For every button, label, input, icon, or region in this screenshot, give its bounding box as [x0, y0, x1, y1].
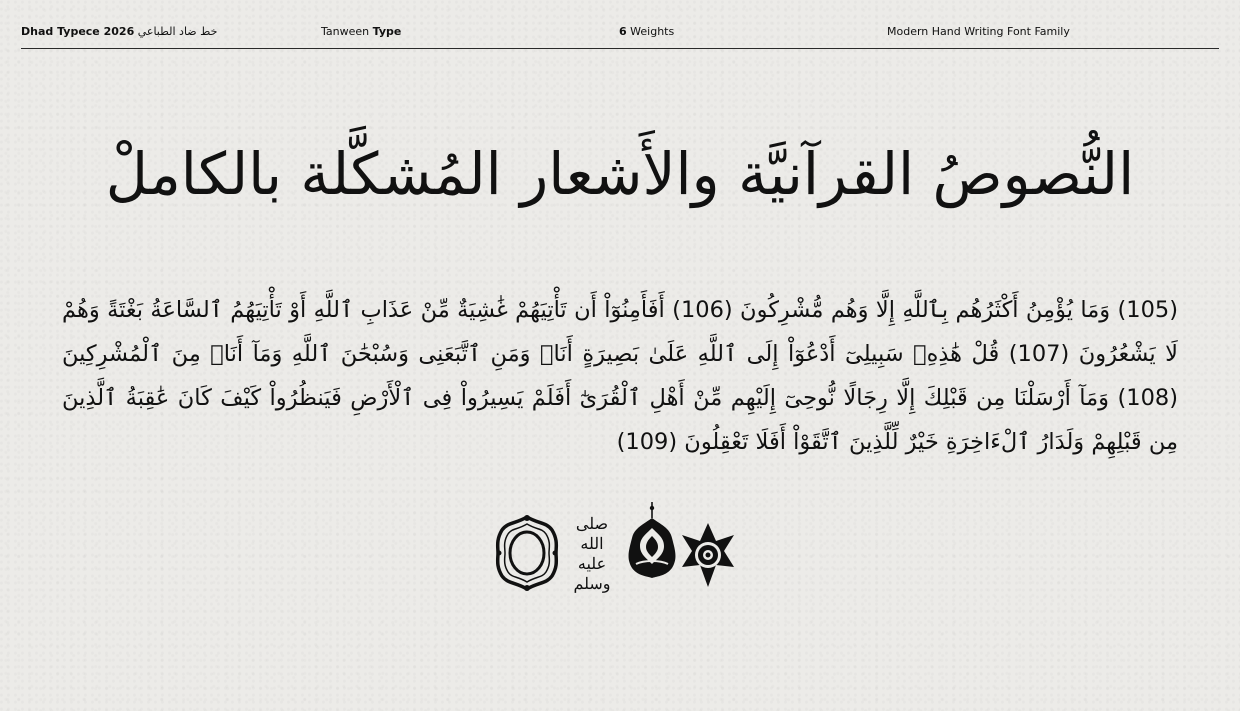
flower-star-icon — [680, 522, 736, 588]
ornamental-frame-icon — [494, 514, 560, 592]
header-bar — [21, 0, 1219, 49]
headline: النُّصوصُ القرآنيَّة والأَشعار المُشكَّلة بالكاملْ — [105, 140, 1135, 208]
ornament-row — [494, 502, 738, 592]
font-name-regular: Tanween — [321, 25, 370, 38]
verse-text: (105) وَمَا يُؤْمِنُ أَكْثَرُهُم بِٱللَّهِ إِلَّا وَهُم مُّشْرِكُونَ (106) أَفَأَمِنُوٓاْ أَن تَأْتِيَهُمْ غَٰشِيَةٌ مِّنْ عَذَابِ ٱللَّهِ أَوْ تَأْتِيَهُمُ ٱلسَّاعَةُ بَغْتَةً وَهُمْ لَا يَشْعُرُونَ (107) قُلْ هَٰذِهِۦ سَبِيلِىٓ أَدْعُوٓاْ إِلَى ٱللَّهِ عَلَىٰ بَصِيرَةٍ أَنَا۠ وَمَنِ ٱتَّبَعَنِى وَسُبْحَٰنَ ٱللَّهِ وَمَآ أَنَا۠ مِنَ ٱلْمُشْرِكِينَ (108) وَمَآ أَرْسَلْنَا مِن قَبْلِكَ إِلَّا رِجَالًا نُّوحِىٓ إِلَيْهِم مِّنْ أَهْلِ ٱلْقُرَىٰٓ أَفَلَمْ يَسِيرُواْ فِى ٱلْأَرْضِ فَيَنظُرُواْ كَيْفَ كَانَ عَٰقِبَةُ ٱلَّذِينَ مِن قَبْلِهِمْ وَلَدَارُ ٱلْءَاخِرَةِ خَيْرٌ لِّلَّذِينَ ٱتَّقَوْاْ أَفَلَا تَعْقِلُونَ (109) — [62, 297, 1179, 455]
weights-count — [619, 25, 674, 38]
weights-label: Weights — [630, 25, 675, 38]
weights-number: 6 — [619, 25, 627, 38]
foundry-name: Dhad Typece 2026 — [21, 25, 135, 38]
dome-ornament-icon — [624, 502, 680, 580]
foundry-arabic: خط ضاد الطباعي — [137, 25, 218, 38]
foundry-credit — [21, 25, 217, 38]
calligraphy-seal: صلى الله عليه وسلم — [573, 514, 611, 593]
font-name — [321, 25, 401, 38]
font-name-bold: Type — [372, 25, 402, 38]
font-description: Modern Hand Writing Font Family — [887, 25, 1070, 38]
